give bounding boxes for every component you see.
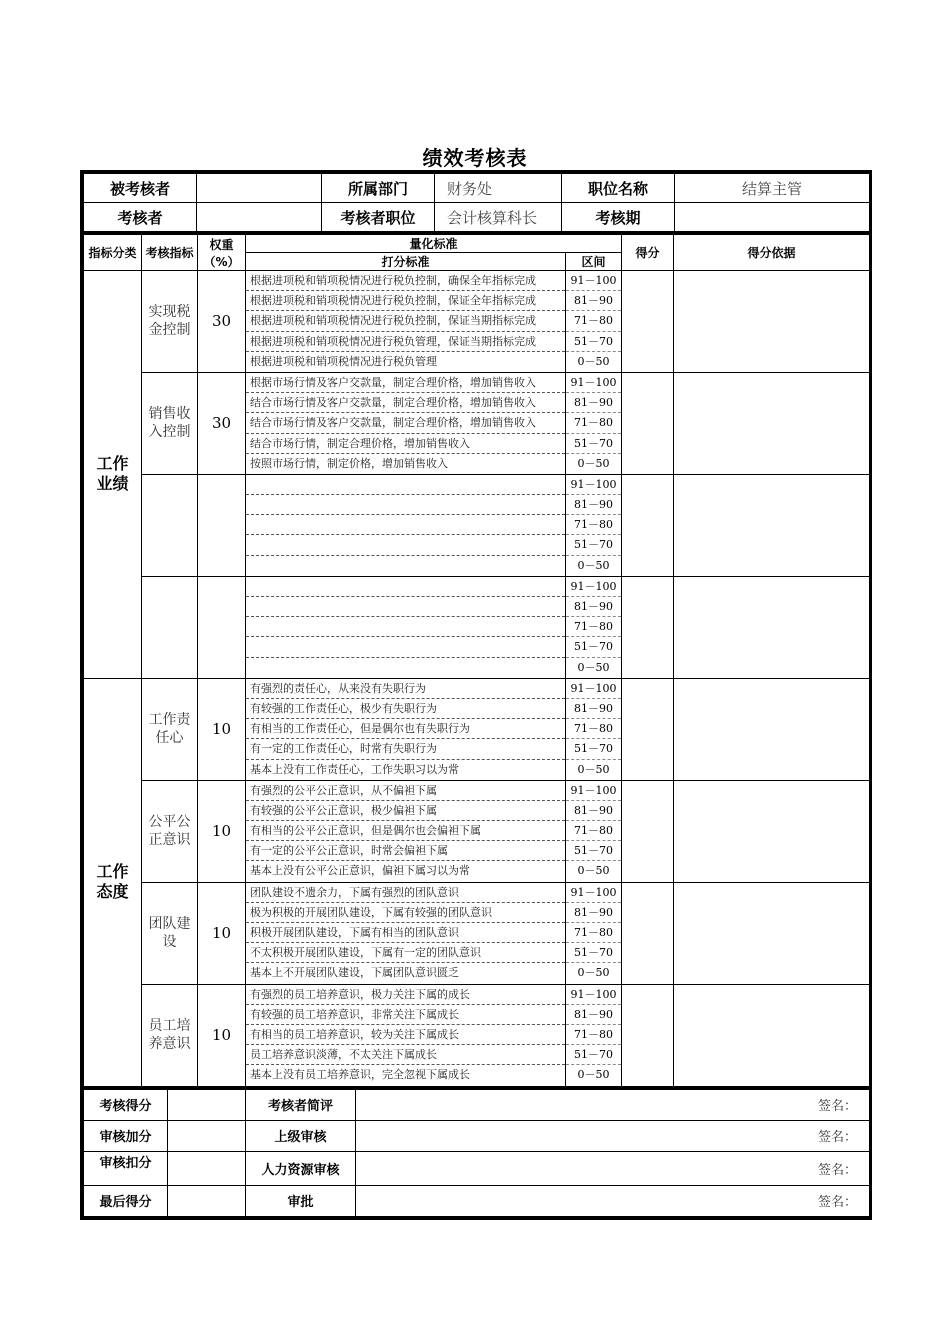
criteria-line: 不太积极开展团队建设，下属有一定的团队意识	[246, 943, 565, 963]
range-label: 0－50	[577, 354, 610, 368]
footer-row	[84, 1151, 870, 1185]
range-label: 91－100	[566, 373, 621, 393]
criteria-cell	[246, 474, 566, 576]
weight-value: 10	[198, 780, 246, 882]
criteria-line	[246, 658, 565, 678]
criteria-line: 员工培养意识淡薄，不太关注下属成长	[246, 1045, 565, 1065]
score-field[interactable]	[622, 780, 674, 882]
indicator-name: 实现税金控制	[142, 271, 198, 373]
range-label: 81－90	[566, 597, 621, 617]
range-label: 91－100	[566, 679, 621, 699]
criteria-line	[246, 495, 565, 515]
score-field[interactable]	[622, 882, 674, 984]
indicator-name: 工作责任心	[142, 678, 198, 780]
signature-field[interactable]: 签名：	[356, 1089, 870, 1120]
header-table	[83, 173, 870, 232]
criteria-line: 有相当的公平公正意识，但是偶尔也会偏袒下属	[246, 821, 565, 841]
range-label: 71－80	[566, 617, 621, 637]
criteria-line	[246, 577, 565, 597]
criteria-line: 有较强的公平公正意识，极少偏袒下属	[246, 801, 565, 821]
score-field[interactable]	[622, 984, 674, 1086]
criteria-line	[246, 475, 565, 495]
appraisal-form	[80, 170, 872, 1220]
criteria-line: 有相当的工作责任心，但是偶尔也有失职行为	[246, 719, 565, 739]
footer-mid-label: 考核者简评	[246, 1089, 356, 1120]
range-label: 91－100	[566, 271, 621, 291]
range-label: 51－70	[566, 943, 621, 963]
table-row	[84, 271, 870, 373]
basis-field[interactable]	[674, 678, 870, 780]
range-label: 91－100	[566, 883, 621, 903]
range-label: 91－100	[566, 985, 621, 1005]
range-label: 81－90	[566, 495, 621, 515]
range-label: 51－70	[566, 332, 621, 352]
range-label: 51－70	[566, 739, 621, 759]
dept-label: 所属部门	[322, 174, 435, 203]
table-row	[84, 372, 870, 474]
category-cell	[84, 271, 142, 679]
signature-field[interactable]: 签名：	[356, 1151, 870, 1185]
range-label: 71－80	[566, 719, 621, 739]
range-label: 51－70	[566, 841, 621, 861]
table-row	[84, 474, 870, 576]
col-criteria: 打分标准	[246, 253, 566, 271]
footer-table	[83, 1089, 870, 1217]
criteria-line: 有较强的工作责任心，极少有失职行为	[246, 699, 565, 719]
criteria-line: 基本上没有工作责任心，工作失职习以为常	[250, 762, 459, 776]
range-cell	[566, 271, 622, 373]
footer-left-label: 考核得分	[84, 1089, 168, 1120]
criteria-cell	[246, 678, 566, 780]
criteria-line: 结合市场行情及客户交款量，制定合理价格，增加销售收入	[246, 393, 565, 413]
score-field[interactable]	[622, 474, 674, 576]
weight-value: 30	[198, 372, 246, 474]
range-cell	[566, 372, 622, 474]
appraisee-label: 被考核者	[84, 174, 197, 203]
range-label: 81－90	[566, 699, 621, 719]
indicator-name: 团队建设	[142, 882, 198, 984]
criteria-line: 根据进项税和销项税情况进行税负控制，确保全年指标完成	[246, 271, 565, 291]
range-label: 81－90	[566, 291, 621, 311]
footer-mid-label: 审批	[246, 1185, 356, 1216]
range-label: 81－90	[566, 1005, 621, 1025]
range-label: 81－90	[566, 903, 621, 923]
criteria-cell	[246, 372, 566, 474]
criteria-cell	[246, 780, 566, 882]
range-label: 0－50	[577, 966, 610, 980]
table-row	[84, 678, 870, 780]
category-label: 工作态度	[96, 862, 129, 902]
col-quant: 量化标准	[246, 235, 622, 253]
weight-value: 30	[198, 271, 246, 373]
criteria-line: 有强烈的员工培养意识，极力关注下属的成长	[246, 985, 565, 1005]
appraiser-field[interactable]	[197, 203, 322, 232]
range-label: 71－80	[566, 413, 621, 433]
range-cell	[566, 882, 622, 984]
footer-left-field[interactable]	[168, 1185, 246, 1216]
footer-left-field[interactable]	[168, 1089, 246, 1120]
footer-mid-label: 人力资源审核	[246, 1151, 356, 1185]
range-label: 51－70	[566, 637, 621, 657]
range-label: 51－70	[566, 434, 621, 454]
basis-field[interactable]	[674, 984, 870, 1086]
footer-left-label: 最后得分	[84, 1185, 168, 1216]
table-row	[84, 576, 870, 678]
range-label: 81－90	[566, 801, 621, 821]
criteria-line	[246, 535, 565, 555]
score-field[interactable]	[622, 372, 674, 474]
criteria-line: 基本上没有员工培养意识，完全忽视下属成长	[250, 1068, 470, 1082]
col-category: 指标分类	[84, 235, 142, 271]
range-label: 0－50	[577, 864, 610, 878]
criteria-line	[246, 637, 565, 657]
criteria-line: 有一定的工作责任心，时常有失职行为	[246, 739, 565, 759]
table-row	[84, 984, 870, 1086]
range-label: 71－80	[566, 821, 621, 841]
criteria-line: 有强烈的责任心，从来没有失职行为	[246, 679, 565, 699]
range-label: 71－80	[566, 515, 621, 535]
basis-field[interactable]	[674, 780, 870, 882]
criteria-line: 基本上没有公平公正意识，偏袒下属习以为常	[250, 864, 470, 878]
weight-value: 10	[198, 984, 246, 1086]
col-basis: 得分依据	[674, 235, 870, 271]
range-label: 71－80	[566, 923, 621, 943]
category-cell	[84, 678, 142, 1086]
score-field[interactable]	[622, 678, 674, 780]
criteria-line: 根据进项税和销项税情况进行税负管理，保证当期指标完成	[246, 332, 565, 352]
indicator-name: 销售收入控制	[142, 372, 198, 474]
position-label: 职位名称	[562, 174, 675, 203]
footer-left-label: 审核扣分	[84, 1151, 168, 1185]
table-row	[84, 882, 870, 984]
criteria-cell	[246, 576, 566, 678]
range-label: 0－50	[577, 762, 610, 776]
indicator-name	[142, 576, 198, 678]
appraiser-position-label: 考核者职位	[322, 203, 435, 232]
weight-value	[198, 474, 246, 576]
range-label: 0－50	[577, 1068, 610, 1082]
footer-left-label: 审核加分	[84, 1120, 168, 1151]
range-cell	[566, 780, 622, 882]
appraiser-label: 考核者	[84, 203, 197, 232]
indicator-name: 员工培养意识	[142, 984, 198, 1086]
col-range: 区间	[566, 253, 622, 271]
criteria-line	[246, 556, 565, 576]
kpi-table	[83, 234, 870, 1087]
signature-field[interactable]: 签名：	[356, 1120, 870, 1151]
criteria-line: 极为积极的开展团队建设，下属有较强的团队意识	[246, 903, 565, 923]
criteria-line: 积极开展团队建设，下属有相当的团队意识	[246, 923, 565, 943]
range-cell	[566, 678, 622, 780]
period-field[interactable]	[675, 203, 870, 232]
basis-field[interactable]	[674, 882, 870, 984]
criteria-line	[246, 515, 565, 535]
criteria-line: 有相当的员工培养意识，较为关注下属成长	[246, 1025, 565, 1045]
range-label: 91－100	[566, 475, 621, 495]
score-field[interactable]	[622, 271, 674, 373]
appraisee-field[interactable]	[197, 174, 322, 203]
criteria-cell	[246, 271, 566, 373]
score-field[interactable]	[622, 576, 674, 678]
criteria-line	[246, 597, 565, 617]
basis-field[interactable]	[674, 271, 870, 373]
criteria-line: 按照市场行情，制定价格，增加销售收入	[250, 456, 448, 470]
criteria-line: 结合市场行情，制定合理价格，增加销售收入	[246, 434, 565, 454]
col-weight: 权重（%）	[198, 235, 246, 271]
range-label: 91－100	[566, 781, 621, 801]
appraiser-position-field[interactable]: 会计核算科长	[435, 203, 562, 232]
period-label: 考核期	[562, 203, 675, 232]
page-title: 绩效考核表	[422, 146, 528, 170]
category-label: 工作业绩	[96, 454, 129, 494]
criteria-line: 团队建设不遗余力，下属有强烈的团队意识	[246, 883, 565, 903]
criteria-line: 有强烈的公平公正意识，从不偏袒下属	[246, 781, 565, 801]
footer-row	[84, 1185, 870, 1216]
range-label: 0－50	[577, 558, 610, 572]
weight-value: 10	[198, 882, 246, 984]
criteria-line: 根据市场行情及客户交款量，制定合理价格，增加销售收入	[246, 373, 565, 393]
criteria-line: 根据进项税和销项税情况进行税负控制，保证当期指标完成	[246, 311, 565, 331]
range-cell	[566, 474, 622, 576]
basis-field[interactable]	[674, 372, 870, 474]
col-indicator: 考核指标	[142, 235, 198, 271]
range-cell	[566, 576, 622, 678]
weight-value	[198, 576, 246, 678]
range-label: 71－80	[566, 1025, 621, 1045]
range-label: 71－80	[566, 311, 621, 331]
basis-field[interactable]	[674, 474, 870, 576]
range-label: 81－90	[566, 393, 621, 413]
range-cell	[566, 984, 622, 1086]
dept-field[interactable]: 财务处	[435, 174, 562, 203]
range-label: 51－70	[566, 1045, 621, 1065]
criteria-line: 有一定的公平公正意识，时常会偏袒下属	[246, 841, 565, 861]
weight-value: 10	[198, 678, 246, 780]
range-label: 0－50	[577, 660, 610, 674]
footer-mid-label: 上级审核	[246, 1120, 356, 1151]
footer-left-field[interactable]	[168, 1151, 246, 1185]
criteria-cell	[246, 984, 566, 1086]
footer-row	[84, 1120, 870, 1151]
footer-left-field[interactable]	[168, 1120, 246, 1151]
footer-row	[84, 1089, 870, 1120]
position-field[interactable]: 结算主管	[675, 174, 870, 203]
indicator-name: 公平公正意识	[142, 780, 198, 882]
criteria-line	[246, 617, 565, 637]
range-label: 91－100	[566, 577, 621, 597]
criteria-line: 有较强的员工培养意识，非常关注下属成长	[246, 1005, 565, 1025]
basis-field[interactable]	[674, 576, 870, 678]
indicator-name	[142, 474, 198, 576]
criteria-line: 根据进项税和销项税情况进行税负管理	[250, 354, 437, 368]
criteria-line: 根据进项税和销项税情况进行税负控制，保证全年指标完成	[246, 291, 565, 311]
range-label: 51－70	[566, 535, 621, 555]
table-row	[84, 780, 870, 882]
signature-field[interactable]: 签名：	[356, 1185, 870, 1216]
col-score: 得分	[622, 235, 674, 271]
range-label: 0－50	[577, 456, 610, 470]
criteria-cell	[246, 882, 566, 984]
criteria-line: 基本上不开展团队建设，下属团队意识匮乏	[250, 966, 459, 980]
criteria-line: 结合市场行情及客户交款量，制定合理价格，增加销售收入	[246, 413, 565, 433]
